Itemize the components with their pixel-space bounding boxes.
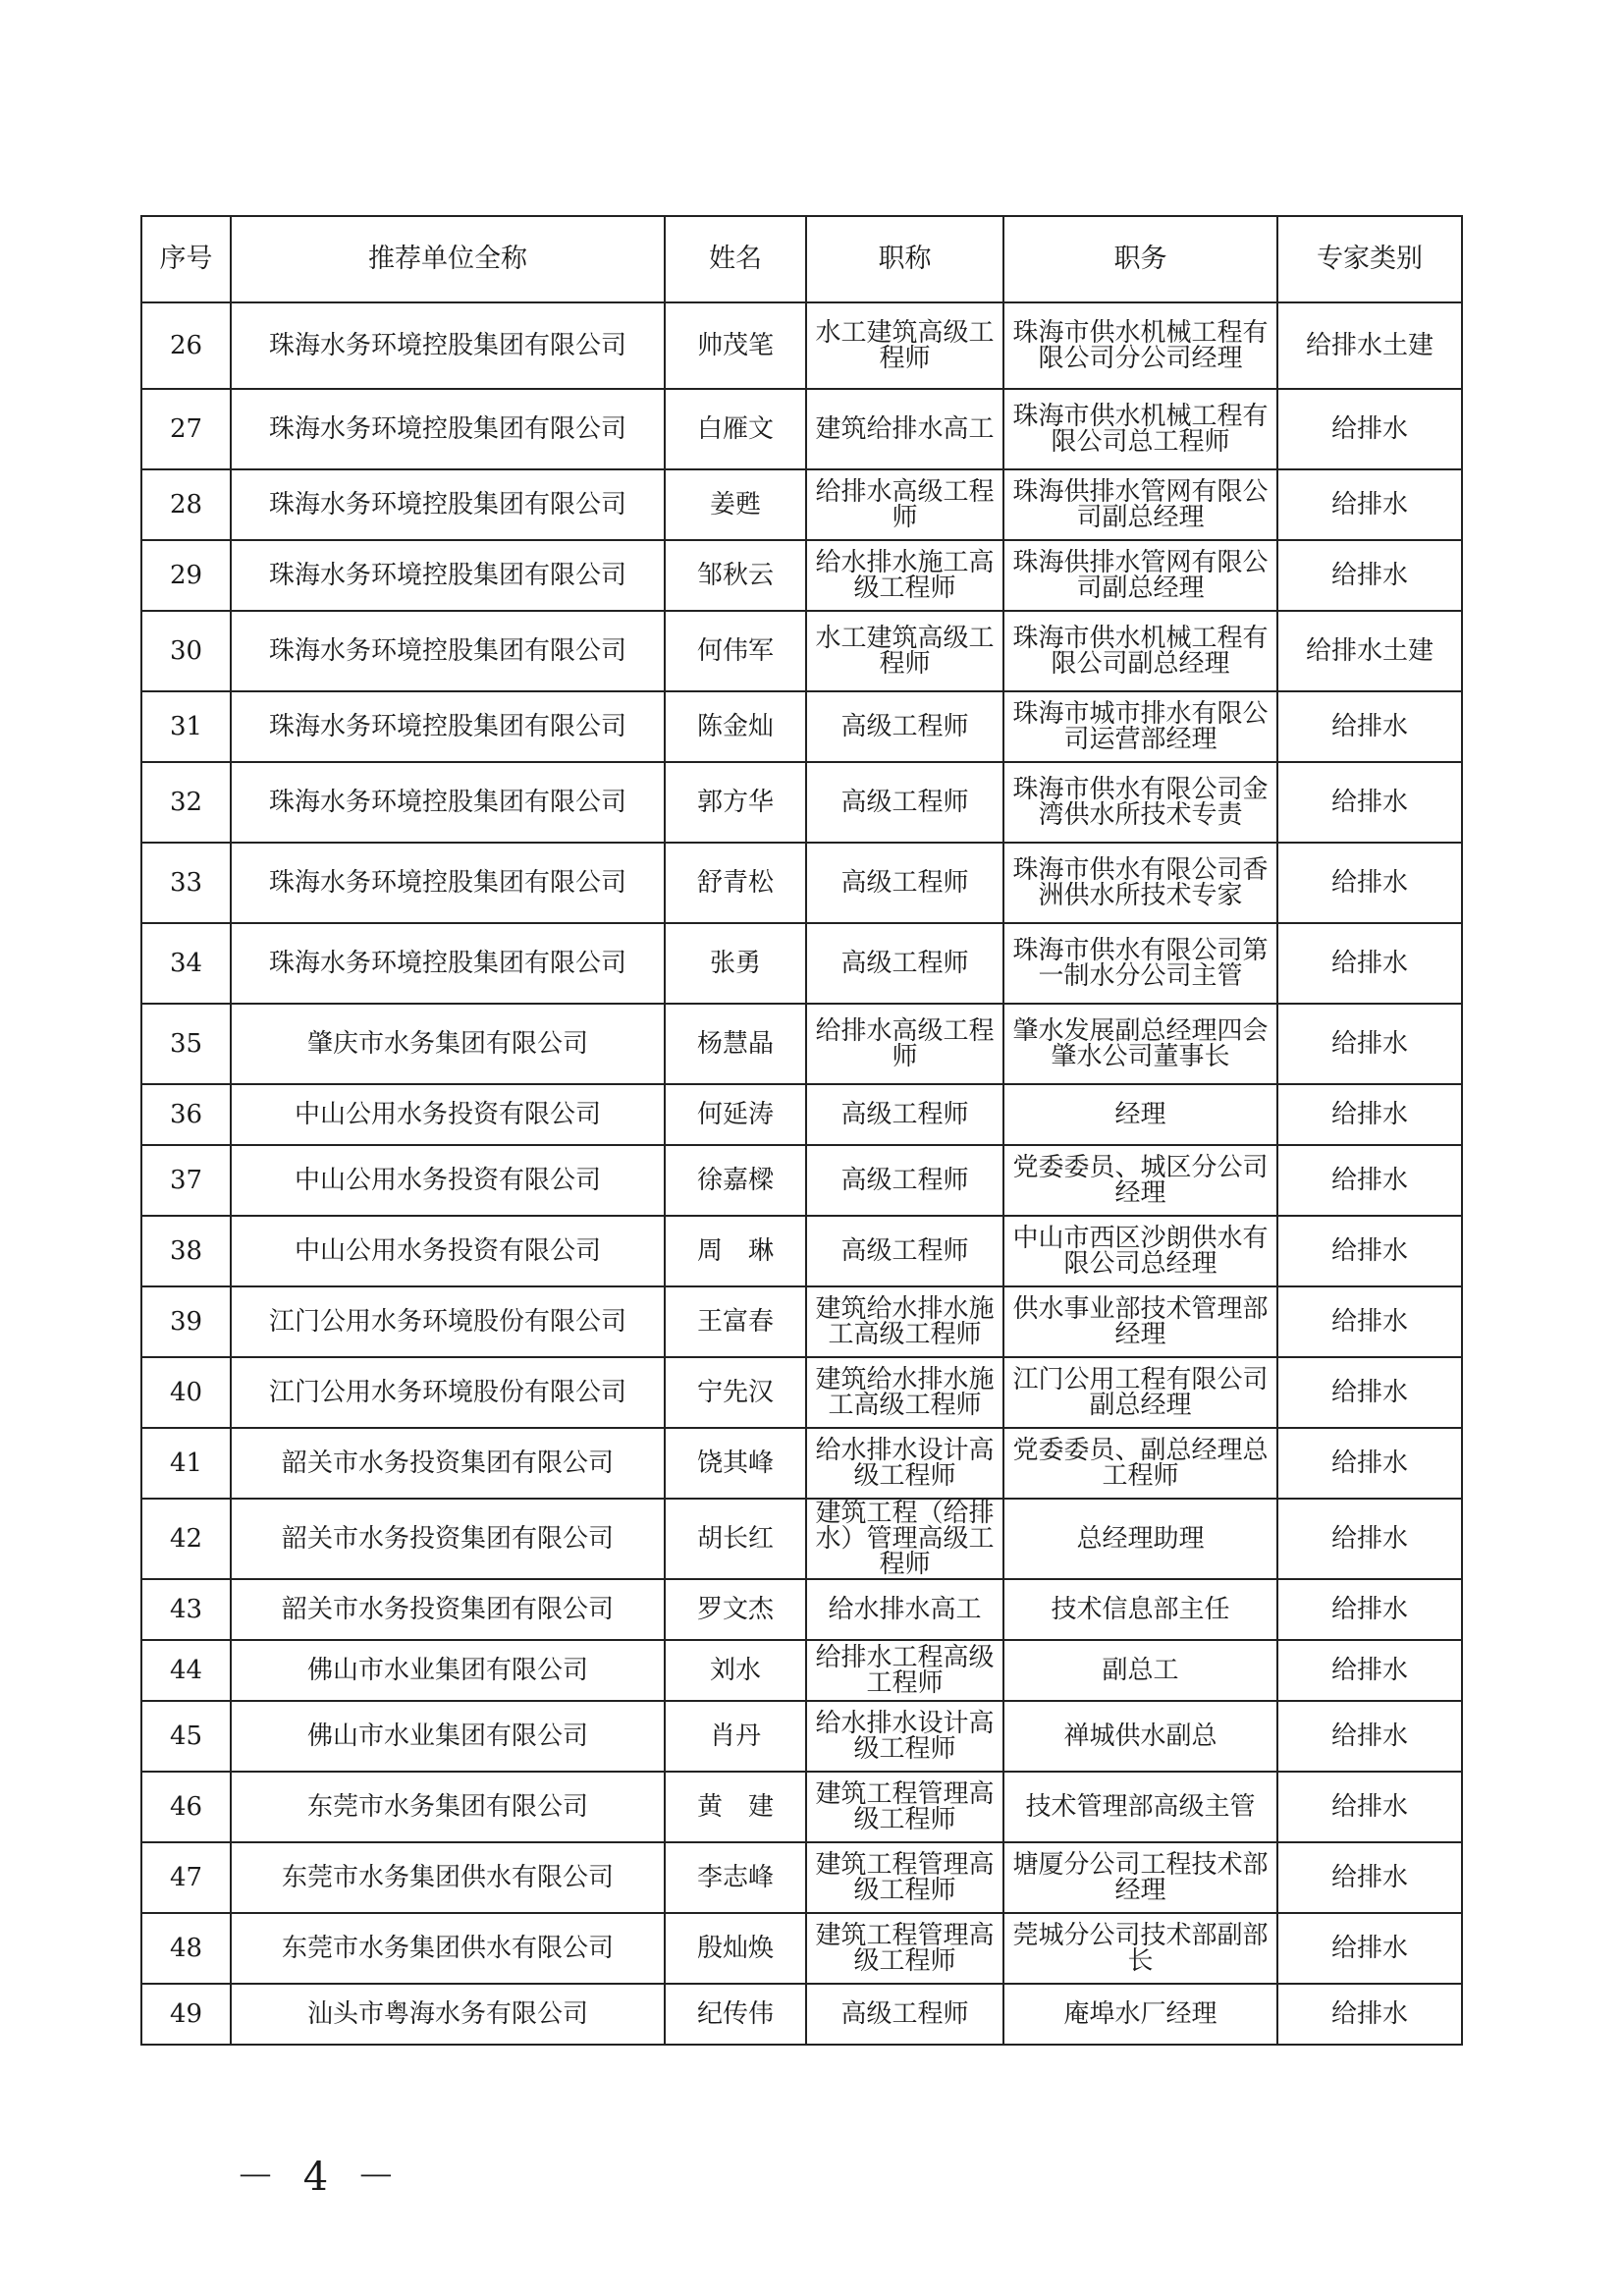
cell-serial: 49 bbox=[141, 1984, 231, 2045]
cell-serial: 27 bbox=[141, 389, 231, 469]
cell-position: 塘厦分公司工程技术部经理 bbox=[1003, 1842, 1277, 1913]
cell-title: 高级工程师 bbox=[806, 923, 1003, 1004]
cell-category: 给排水 bbox=[1277, 1216, 1462, 1286]
cell-position: 经理 bbox=[1003, 1084, 1277, 1145]
cell-unit: 珠海水务环境控股集团有限公司 bbox=[231, 611, 665, 691]
cell-unit: 东莞市水务集团供水有限公司 bbox=[231, 1913, 665, 1984]
cell-title: 水工建筑高级工程师 bbox=[806, 302, 1003, 389]
table-row bbox=[141, 1640, 1462, 1701]
cell-name: 饶其峰 bbox=[665, 1428, 806, 1499]
table-row bbox=[141, 1286, 1462, 1357]
cell-title: 建筑工程（给排水）管理高级工程师 bbox=[806, 1499, 1003, 1579]
cell-unit: 珠海水务环境控股集团有限公司 bbox=[231, 843, 665, 923]
cell-name: 陈金灿 bbox=[665, 691, 806, 762]
cell-serial: 42 bbox=[141, 1499, 231, 1579]
cell-position: 副总工 bbox=[1003, 1640, 1277, 1701]
cell-name: 纪传伟 bbox=[665, 1984, 806, 2045]
cell-serial: 28 bbox=[141, 469, 231, 540]
cell-name: 帅茂笔 bbox=[665, 302, 806, 389]
cell-title: 建筑给水排水施工高级工程师 bbox=[806, 1286, 1003, 1357]
cell-title: 给水排水设计高级工程师 bbox=[806, 1701, 1003, 1772]
cell-position: 莞城分公司技术部副部长 bbox=[1003, 1913, 1277, 1984]
table-row bbox=[141, 1772, 1462, 1842]
cell-category: 给排水 bbox=[1277, 1004, 1462, 1084]
cell-position: 禅城供水副总 bbox=[1003, 1701, 1277, 1772]
cell-unit: 韶关市水务投资集团有限公司 bbox=[231, 1428, 665, 1499]
table-row bbox=[141, 691, 1462, 762]
cell-position: 技术信息部主任 bbox=[1003, 1579, 1277, 1640]
cell-serial: 43 bbox=[141, 1579, 231, 1640]
cell-title: 建筑给水排水施工高级工程师 bbox=[806, 1357, 1003, 1428]
cell-serial: 26 bbox=[141, 302, 231, 389]
cell-title: 建筑工程管理高级工程师 bbox=[806, 1772, 1003, 1842]
cell-unit: 珠海水务环境控股集团有限公司 bbox=[231, 302, 665, 389]
cell-unit: 肇庆市水务集团有限公司 bbox=[231, 1004, 665, 1084]
cell-category: 给排水 bbox=[1277, 1772, 1462, 1842]
cell-position: 珠海供排水管网有限公司副总经理 bbox=[1003, 540, 1277, 611]
cell-unit: 东莞市水务集团有限公司 bbox=[231, 1772, 665, 1842]
cell-serial: 34 bbox=[141, 923, 231, 1004]
table-row bbox=[141, 1084, 1462, 1145]
cell-name: 罗文杰 bbox=[665, 1579, 806, 1640]
cell-serial: 41 bbox=[141, 1428, 231, 1499]
cell-unit: 珠海水务环境控股集团有限公司 bbox=[231, 469, 665, 540]
col-header-name: 姓名 bbox=[665, 216, 806, 302]
cell-title: 高级工程师 bbox=[806, 1216, 1003, 1286]
table-row bbox=[141, 1701, 1462, 1772]
cell-category: 给排水 bbox=[1277, 1913, 1462, 1984]
cell-unit: 韶关市水务投资集团有限公司 bbox=[231, 1579, 665, 1640]
cell-title: 高级工程师 bbox=[806, 843, 1003, 923]
cell-unit: 江门公用水务环境股份有限公司 bbox=[231, 1357, 665, 1428]
cell-unit: 韶关市水务投资集团有限公司 bbox=[231, 1499, 665, 1579]
col-header-unit: 推荐单位全称 bbox=[231, 216, 665, 302]
table-row bbox=[141, 389, 1462, 469]
cell-position: 珠海市供水有限公司金湾供水所技术专责 bbox=[1003, 762, 1277, 843]
cell-title: 建筑工程管理高级工程师 bbox=[806, 1842, 1003, 1913]
cell-unit: 中山公用水务投资有限公司 bbox=[231, 1145, 665, 1216]
cell-title: 高级工程师 bbox=[806, 762, 1003, 843]
cell-name: 胡长红 bbox=[665, 1499, 806, 1579]
cell-serial: 37 bbox=[141, 1145, 231, 1216]
cell-category: 给排水 bbox=[1277, 1640, 1462, 1701]
table-row bbox=[141, 540, 1462, 611]
cell-category: 给排水 bbox=[1277, 1286, 1462, 1357]
cell-title: 给排水高级工程师 bbox=[806, 1004, 1003, 1084]
cell-position: 珠海市供水机械工程有限公司副总经理 bbox=[1003, 611, 1277, 691]
cell-position: 总经理助理 bbox=[1003, 1499, 1277, 1579]
cell-category: 给排水 bbox=[1277, 691, 1462, 762]
table-body bbox=[141, 302, 1462, 2045]
cell-name: 李志峰 bbox=[665, 1842, 806, 1913]
cell-category: 给排水 bbox=[1277, 923, 1462, 1004]
table-row bbox=[141, 1579, 1462, 1640]
cell-category: 给排水 bbox=[1277, 540, 1462, 611]
cell-serial: 45 bbox=[141, 1701, 231, 1772]
table-row bbox=[141, 1984, 1462, 2045]
cell-category: 给排水 bbox=[1277, 1357, 1462, 1428]
cell-title: 给排水工程高级工程师 bbox=[806, 1640, 1003, 1701]
cell-serial: 38 bbox=[141, 1216, 231, 1286]
cell-serial: 30 bbox=[141, 611, 231, 691]
cell-serial: 29 bbox=[141, 540, 231, 611]
cell-name: 郭方华 bbox=[665, 762, 806, 843]
cell-unit: 汕头市粤海水务有限公司 bbox=[231, 1984, 665, 2045]
table-row bbox=[141, 611, 1462, 691]
table-row bbox=[141, 762, 1462, 843]
table-row bbox=[141, 1357, 1462, 1428]
cell-serial: 31 bbox=[141, 691, 231, 762]
cell-name: 殷灿焕 bbox=[665, 1913, 806, 1984]
cell-name: 何伟军 bbox=[665, 611, 806, 691]
cell-title: 高级工程师 bbox=[806, 1984, 1003, 2045]
cell-position: 珠海市供水有限公司香洲供水所技术专家 bbox=[1003, 843, 1277, 923]
cell-position: 庵埠水厂经理 bbox=[1003, 1984, 1277, 2045]
cell-category: 给排水 bbox=[1277, 1701, 1462, 1772]
cell-category: 给排水 bbox=[1277, 1842, 1462, 1913]
cell-name: 刘水 bbox=[665, 1640, 806, 1701]
cell-category: 给排水 bbox=[1277, 1579, 1462, 1640]
cell-title: 给排水高级工程师 bbox=[806, 469, 1003, 540]
cell-category: 给排水土建 bbox=[1277, 611, 1462, 691]
cell-title: 建筑工程管理高级工程师 bbox=[806, 1913, 1003, 1984]
table-row bbox=[141, 1913, 1462, 1984]
cell-position: 肇水发展副总经理四会肇水公司董事长 bbox=[1003, 1004, 1277, 1084]
cell-serial: 46 bbox=[141, 1772, 231, 1842]
cell-position: 珠海市供水机械工程有限公司总工程师 bbox=[1003, 389, 1277, 469]
cell-title: 建筑给排水高工 bbox=[806, 389, 1003, 469]
cell-title: 给水排水设计高级工程师 bbox=[806, 1428, 1003, 1499]
cell-serial: 33 bbox=[141, 843, 231, 923]
cell-category: 给排水 bbox=[1277, 1428, 1462, 1499]
table-row bbox=[141, 1842, 1462, 1913]
cell-title: 高级工程师 bbox=[806, 691, 1003, 762]
cell-position: 供水事业部技术管理部经理 bbox=[1003, 1286, 1277, 1357]
cell-serial: 47 bbox=[141, 1842, 231, 1913]
expert-table bbox=[140, 215, 1463, 2046]
cell-name: 何延涛 bbox=[665, 1084, 806, 1145]
cell-name: 黄 建 bbox=[665, 1772, 806, 1842]
table-row bbox=[141, 923, 1462, 1004]
cell-name: 邹秋云 bbox=[665, 540, 806, 611]
cell-unit: 佛山市水业集团有限公司 bbox=[231, 1640, 665, 1701]
cell-title: 水工建筑高级工程师 bbox=[806, 611, 1003, 691]
cell-title: 给水排水高工 bbox=[806, 1579, 1003, 1640]
cell-unit: 珠海水务环境控股集团有限公司 bbox=[231, 540, 665, 611]
cell-name: 王富春 bbox=[665, 1286, 806, 1357]
cell-unit: 中山公用水务投资有限公司 bbox=[231, 1084, 665, 1145]
page-number: － 4 － bbox=[236, 2155, 404, 2200]
cell-unit: 珠海水务环境控股集团有限公司 bbox=[231, 923, 665, 1004]
cell-category: 给排水 bbox=[1277, 1984, 1462, 2045]
cell-name: 周 琳 bbox=[665, 1216, 806, 1286]
cell-name: 姜甦 bbox=[665, 469, 806, 540]
cell-serial: 35 bbox=[141, 1004, 231, 1084]
cell-category: 给排水 bbox=[1277, 1084, 1462, 1145]
cell-position: 珠海供排水管网有限公司副总经理 bbox=[1003, 469, 1277, 540]
table-row bbox=[141, 1145, 1462, 1216]
cell-category: 给排水 bbox=[1277, 389, 1462, 469]
cell-unit: 中山公用水务投资有限公司 bbox=[231, 1216, 665, 1286]
cell-name: 白雁文 bbox=[665, 389, 806, 469]
cell-unit: 江门公用水务环境股份有限公司 bbox=[231, 1286, 665, 1357]
cell-title: 给水排水施工高级工程师 bbox=[806, 540, 1003, 611]
cell-position: 江门公用工程有限公司副总经理 bbox=[1003, 1357, 1277, 1428]
cell-unit: 东莞市水务集团供水有限公司 bbox=[231, 1842, 665, 1913]
col-header-serial: 序号 bbox=[141, 216, 231, 302]
cell-position: 党委委员、城区分公司经理 bbox=[1003, 1145, 1277, 1216]
cell-unit: 佛山市水业集团有限公司 bbox=[231, 1701, 665, 1772]
table-row bbox=[141, 1004, 1462, 1084]
table-header-row bbox=[141, 216, 1462, 302]
table-row bbox=[141, 1428, 1462, 1499]
cell-name: 宁先汉 bbox=[665, 1357, 806, 1428]
cell-position: 中山市西区沙朗供水有限公司总经理 bbox=[1003, 1216, 1277, 1286]
cell-category: 给排水 bbox=[1277, 1499, 1462, 1579]
cell-unit: 珠海水务环境控股集团有限公司 bbox=[231, 762, 665, 843]
cell-category: 给排水 bbox=[1277, 469, 1462, 540]
table-row bbox=[141, 469, 1462, 540]
cell-position: 珠海市供水有限公司第一制水分公司主管 bbox=[1003, 923, 1277, 1004]
table-row bbox=[141, 1216, 1462, 1286]
cell-serial: 48 bbox=[141, 1913, 231, 1984]
cell-name: 张勇 bbox=[665, 923, 806, 1004]
cell-serial: 32 bbox=[141, 762, 231, 843]
cell-unit: 珠海水务环境控股集团有限公司 bbox=[231, 691, 665, 762]
cell-serial: 40 bbox=[141, 1357, 231, 1428]
col-header-category: 专家类别 bbox=[1277, 216, 1462, 302]
cell-category: 给排水 bbox=[1277, 762, 1462, 843]
cell-unit: 珠海水务环境控股集团有限公司 bbox=[231, 389, 665, 469]
col-header-title: 职称 bbox=[806, 216, 1003, 302]
cell-position: 党委委员、副总经理总工程师 bbox=[1003, 1428, 1277, 1499]
cell-serial: 36 bbox=[141, 1084, 231, 1145]
cell-name: 徐嘉樑 bbox=[665, 1145, 806, 1216]
table-row bbox=[141, 302, 1462, 389]
cell-name: 杨慧晶 bbox=[665, 1004, 806, 1084]
cell-category: 给排水土建 bbox=[1277, 302, 1462, 389]
cell-title: 高级工程师 bbox=[806, 1145, 1003, 1216]
table-row bbox=[141, 1499, 1462, 1579]
cell-category: 给排水 bbox=[1277, 1145, 1462, 1216]
cell-position: 珠海市供水机械工程有限公司分公司经理 bbox=[1003, 302, 1277, 389]
cell-position: 技术管理部高级主管 bbox=[1003, 1772, 1277, 1842]
cell-category: 给排水 bbox=[1277, 843, 1462, 923]
cell-position: 珠海市城市排水有限公司运营部经理 bbox=[1003, 691, 1277, 762]
cell-serial: 39 bbox=[141, 1286, 231, 1357]
table-row bbox=[141, 843, 1462, 923]
cell-name: 舒青松 bbox=[665, 843, 806, 923]
cell-name: 肖丹 bbox=[665, 1701, 806, 1772]
cell-title: 高级工程师 bbox=[806, 1084, 1003, 1145]
cell-serial: 44 bbox=[141, 1640, 231, 1701]
col-header-position: 职务 bbox=[1003, 216, 1277, 302]
